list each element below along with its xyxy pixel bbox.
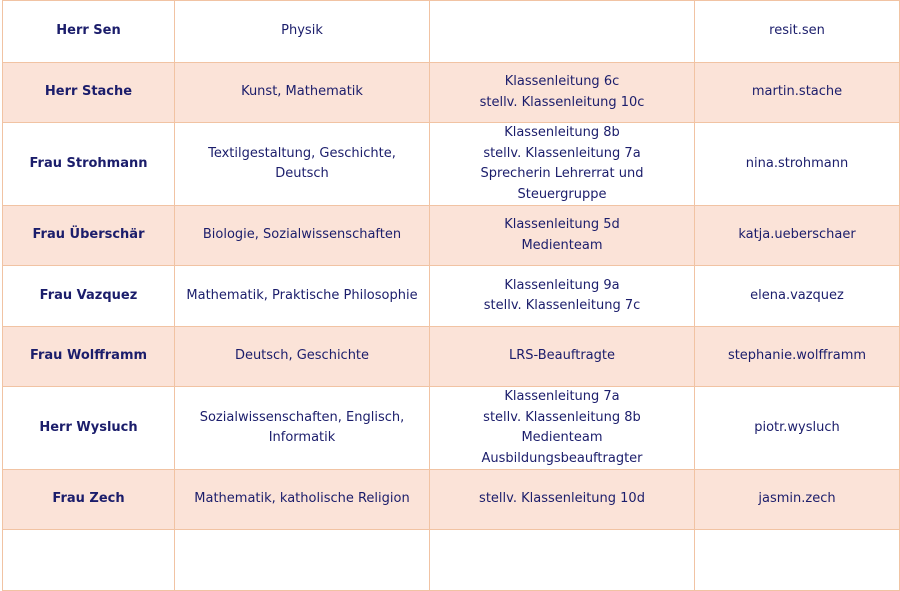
roles-cell — [430, 530, 695, 591]
email-cell: jasmin.zech — [695, 470, 900, 530]
roles-cell — [430, 327, 695, 387]
role-line: Klassenleitung 7a — [504, 389, 620, 404]
roles-cell — [430, 63, 695, 123]
role-line: Klassenleitung 6c — [504, 74, 620, 89]
role-line: stellv. Klassenleitung 7c — [483, 298, 641, 313]
subjects-cell — [175, 530, 430, 591]
subjects-cell — [175, 63, 430, 123]
email-cell — [695, 530, 900, 591]
role-line: stellv. Klassenleitung 10c — [479, 94, 645, 110]
role-line: Klassenleitung 5d — [504, 217, 620, 232]
subject-line: Kunst, Mathematik — [241, 84, 363, 100]
staff-table-body — [3, 1, 900, 591]
role-line: Steuergruppe — [517, 186, 607, 202]
email-cell: resit.sen — [695, 1, 900, 63]
table-row — [3, 123, 900, 206]
email-cell: stephanie.wolfframm — [695, 327, 900, 387]
teacher-name-cell: Frau Zech — [3, 470, 175, 530]
role-line: Klassenleitung 9a — [504, 277, 620, 293]
subject-line: Deutsch, Geschichte — [234, 348, 370, 364]
teacher-name-cell: Frau Überschär — [3, 206, 175, 266]
table-row — [3, 387, 900, 470]
role-line: Ausbildungsbeauftragter — [481, 450, 643, 466]
roles-cell — [430, 123, 695, 206]
role-line: stellv. Klassenleitung 10d — [479, 491, 645, 507]
role-line: Sprecherin Lehrerrat und — [480, 166, 644, 181]
subjects-cell — [175, 327, 430, 387]
table-row — [3, 470, 900, 530]
subjects-cell — [175, 387, 430, 470]
role-line: LRS-Beauftragte — [509, 348, 615, 364]
table-row — [3, 327, 900, 387]
subjects-cell — [175, 206, 430, 266]
subjects-cell — [175, 123, 430, 206]
subject-line: Deutsch — [275, 166, 329, 181]
teacher-name-cell: Frau Vazquez — [3, 266, 175, 327]
teacher-name-cell: Frau Wolfframm — [3, 327, 175, 387]
subject-line: Informatik — [268, 430, 336, 445]
role-line: Medienteam — [521, 430, 603, 445]
teacher-name-cell: Herr Wysluch — [3, 387, 175, 470]
email-cell: elena.vazquez — [695, 266, 900, 327]
table-row — [3, 530, 900, 591]
email-cell: katja.ueberschaer — [695, 206, 900, 266]
table-row — [3, 1, 900, 63]
teacher-name-cell: Herr Sen — [3, 1, 175, 63]
email-cell: piotr.wysluch — [695, 387, 900, 470]
subjects-cell — [175, 266, 430, 327]
table-row — [3, 63, 900, 123]
subject-line: Mathematik, katholische Religion — [194, 491, 410, 507]
subject-line: Sozialwissenschaften, Englisch, — [199, 409, 405, 425]
role-line: stellv. Klassenleitung 8b — [483, 409, 641, 425]
role-line: Klassenleitung 8b — [504, 125, 620, 140]
role-line: Medienteam — [521, 237, 603, 253]
teacher-name-cell — [3, 530, 175, 591]
subject-line: Biologie, Sozialwissenschaften — [202, 227, 402, 243]
table-row — [3, 206, 900, 266]
staff-table — [2, 0, 900, 591]
subjects-cell — [175, 470, 430, 530]
subject-line: Textilgestaltung, Geschichte, — [208, 145, 396, 161]
teacher-name-cell: Frau Strohmann — [3, 123, 175, 206]
subject-line: Mathematik, Praktische Philosophie — [186, 287, 418, 303]
subject-line: Physik — [281, 23, 323, 39]
roles-cell — [430, 266, 695, 327]
subjects-cell — [175, 1, 430, 63]
table-row — [3, 266, 900, 327]
roles-cell — [430, 470, 695, 530]
email-cell: martin.stache — [695, 63, 900, 123]
roles-cell — [430, 1, 695, 63]
roles-cell — [430, 206, 695, 266]
teacher-name-cell: Herr Stache — [3, 63, 175, 123]
roles-cell — [430, 387, 695, 470]
role-line: stellv. Klassenleitung 7a — [483, 145, 641, 161]
email-cell: nina.strohmann — [695, 123, 900, 206]
